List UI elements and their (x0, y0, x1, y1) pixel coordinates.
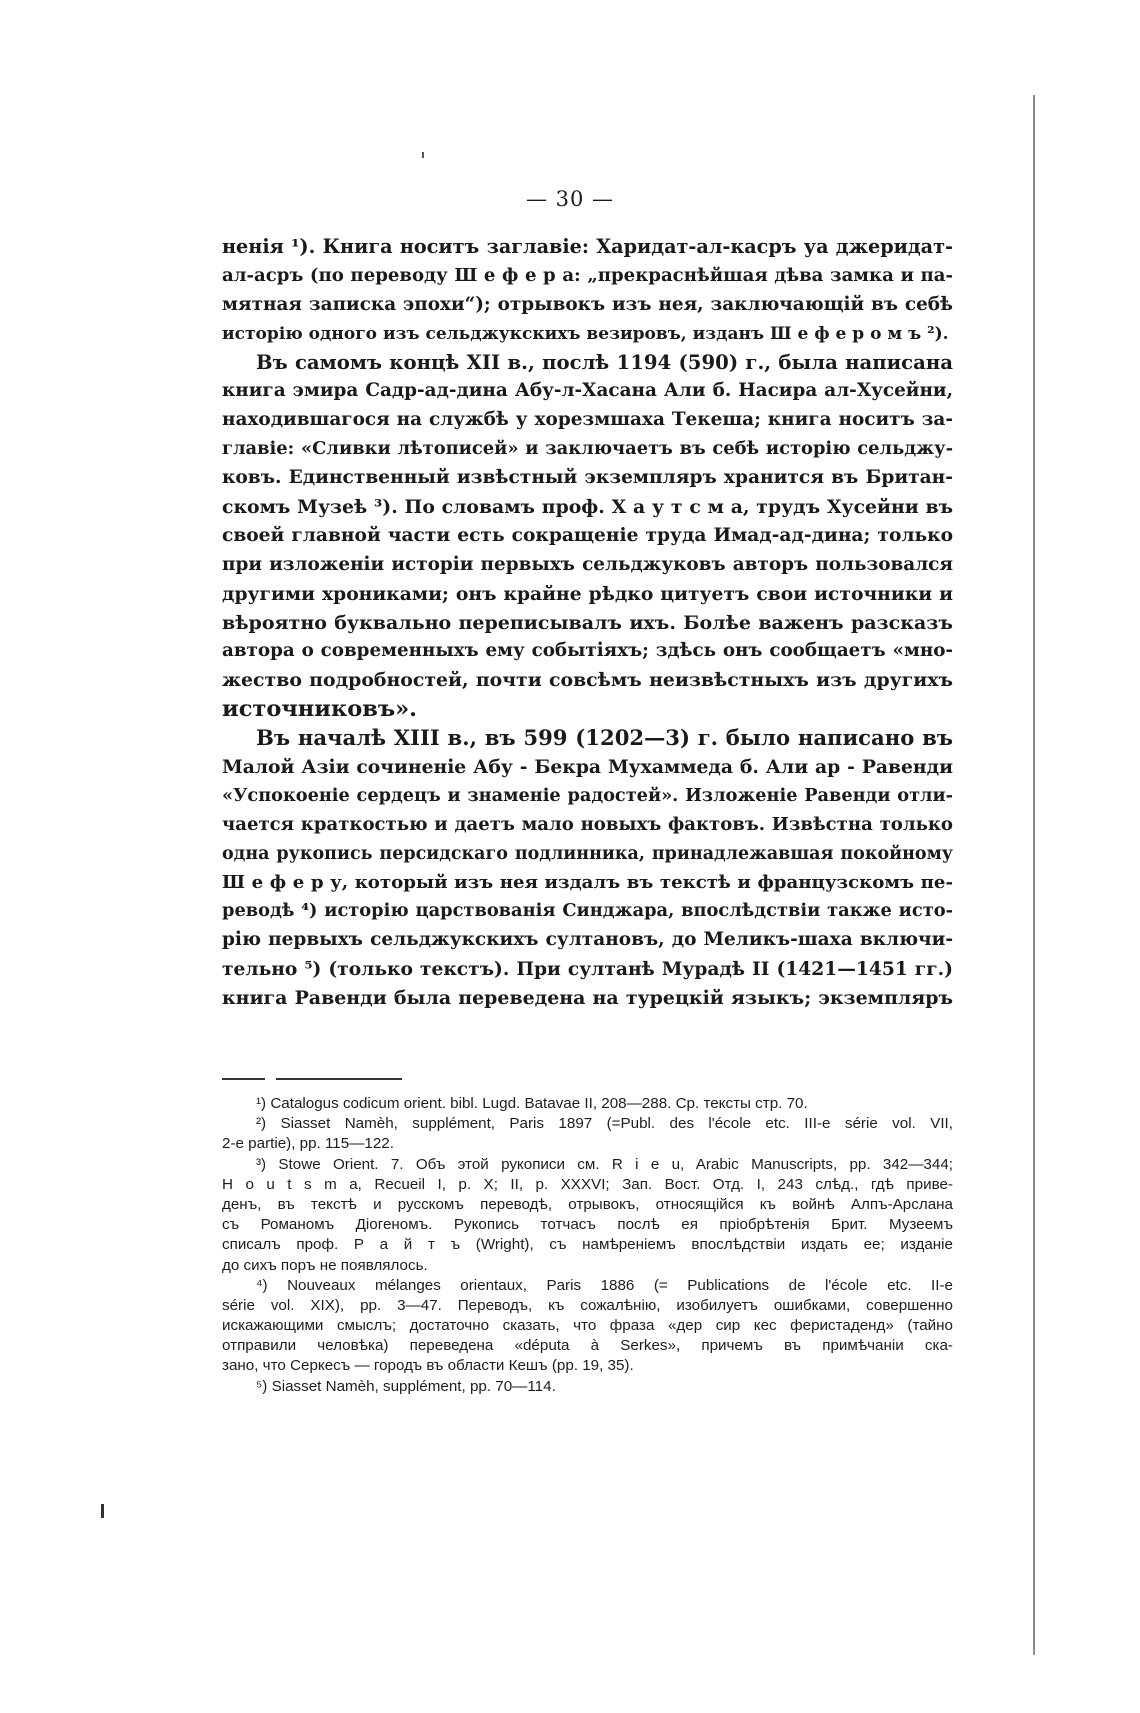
text-line: другими хрониками; онъ крайне рѣдко цитуетъ свои источники и (222, 582, 953, 605)
footnote-separator-short (222, 1078, 265, 1080)
footnote-line: série vol. XIX), pp. 3—47. Переводъ, къ сожалѣнію, изобилуетъ ошибками, совершенно (222, 1296, 953, 1314)
ink-speck (422, 152, 424, 158)
text-line: мятная записка эпохи“); отрывокъ изъ нея, заключающій въ себѣ (222, 293, 953, 315)
footnote-5: ⁵) Siasset Namèh, supplément, pp. 70—114. (256, 1377, 556, 1395)
footnote-line: искажающими смыслъ; достаточно сказать, что фраза «дер сир кес феристаденд» (тайно (222, 1317, 953, 1335)
footnote-line: зано, что Серкесъ — городъ въ области Кешъ (pp. 19, 35). (222, 1357, 634, 1375)
footnote-line: 2-e partie), pp. 115—122. (222, 1135, 394, 1153)
text-line: Малой Азіи сочиненіе Абу - Бекра Мухаммеда б. Али ар - Равенди (222, 756, 953, 779)
footnote-line: до сихъ поръ не появлялось. (222, 1256, 428, 1274)
text-line: своей главной части есть сокращеніе труда Имад-ад-дина; только (222, 524, 953, 546)
text-line: скомъ Музеѣ ³). По словамъ проф. Х а у т с м а, трудъ Хусейни въ (222, 496, 953, 519)
footnote-line: денъ, въ текстѣ и русскомъ переводѣ, отрывокъ, относящійся къ войнѣ Алпъ-Арслана (222, 1195, 953, 1213)
text-line: ал-асръ (по переводу Ш е ф е р а: „прекраснѣйшая дѣва замка и па- (222, 264, 953, 286)
page-number: — 30 — (525, 187, 615, 211)
text-line: книга эмира Садр-ад-дина Абу-л-Хасана Али б. Насира ал-Хусейни, (222, 380, 953, 402)
text-line: «Успокоеніе сердецъ и знаменіе радостей». Изложеніе Равенди отли- (222, 784, 953, 806)
text-line: главіе: «Сливки лѣтописей» и заключаетъ въ себѣ исторію сельджу- (222, 438, 953, 460)
footnote-line: отправили человѣка) переведена «députa à Serkes», причемъ въ примѣчаніи ска- (222, 1337, 953, 1355)
footnote-1: ¹) Catalogus codicum orient. bibl. Lugd. Batavae II, 208—288. Ср. тексты стр. 70. (256, 1095, 808, 1112)
text-line: жество подробностей, почти совсѣмъ неизвѣстныхъ изъ другихъ (222, 669, 953, 692)
text-line: источниковъ». (222, 696, 418, 723)
binding-edge-line (1033, 95, 1035, 1655)
paragraph-start-line: Въ началѣ XIII в., въ 599 (1202—3) г. было написано въ (256, 725, 953, 751)
footnote-line: съ Романомъ Діогеномъ. Рукопись тотчасъ послѣ ея пріобрѣтенія Брит. Музеемъ (222, 1216, 953, 1234)
text-line: Ш е ф е р у, который изъ нея издалъ въ текстѣ и французскомъ пе- (222, 871, 953, 893)
footnote-line: списалъ проф. Р а й т ъ (Wright), съ намѣреніемъ впослѣдствіи издать ее; изданіе (222, 1236, 953, 1254)
text-line: находившагося на службѣ у хорезмшаха Текеша; книга носитъ за- (222, 409, 953, 431)
text-line: рію первыхъ сельджукскихъ султановъ, до Меликъ-шаха включи- (222, 929, 953, 951)
footnote-2: ²) Siasset Namèh, supplément, Paris 1897 (=Publ. des l'école etc. III-e série vol. VII, (256, 1115, 953, 1133)
text-line: при изложеніи исторіи первыхъ сельджуковъ авторъ пользовался (222, 553, 953, 575)
body-text (222, 233, 953, 1013)
text-line: автора о современныхъ ему событіяхъ; здѣсь онъ сообщаетъ «мно- (222, 640, 953, 662)
text-line: книга Равенди была переведена на турецкій языкъ; экземпляръ (222, 987, 953, 1010)
text-line: реводѣ ⁴) исторію царствованія Синджара, впослѣдствіи также исто- (222, 900, 953, 922)
footnote-separator-long (276, 1078, 402, 1080)
text-line: чается краткостью и даетъ мало новыхъ фактовъ. Извѣстна только (222, 813, 953, 835)
text-line: одна рукопись персидскаго подлинника, принадлежавшая покойному (222, 843, 953, 864)
footnote-3: ³) Stowe Orient. 7. Объ этой рукописи см. R i e u, Arabic Manuscripts, pp. 342—344; (256, 1155, 953, 1173)
text-line: ковъ. Единственный извѣстный экземпляръ хранится въ Британ- (222, 467, 953, 489)
footnote-4: ⁴) Nouveaux mélanges orientaux, Paris 1886 (= Publications de l'école etc. II-e (256, 1276, 953, 1294)
text-line: исторію одного изъ сельджукскихъ везировъ, изданъ Ш е ф е р о м ъ ²). (222, 323, 949, 344)
text-line: вѣроятно буквально переписывалъ ихъ. Болѣе важенъ разсказъ (222, 611, 953, 634)
text-line: тельно ⁵) (только текстъ). При султанѣ Мурадѣ II (1421—1451 гг.) (222, 958, 953, 981)
paragraph-start-line: Въ самомъ концѣ XII в., послѣ 1194 (590) г., была написана (256, 350, 953, 374)
margin-mark (101, 1504, 104, 1518)
footnote-line: H o u t s m a, Recueil I, p. X; II, p. XXXVI; Зап. Вост. Отд. I, 243 слѣд., гдѣ приве- (222, 1175, 953, 1193)
text-line: ненія ¹). Книга носитъ заглавіе: Харидат-ал-касръ уа джеридат- (222, 235, 953, 258)
footnotes (222, 1094, 953, 1397)
